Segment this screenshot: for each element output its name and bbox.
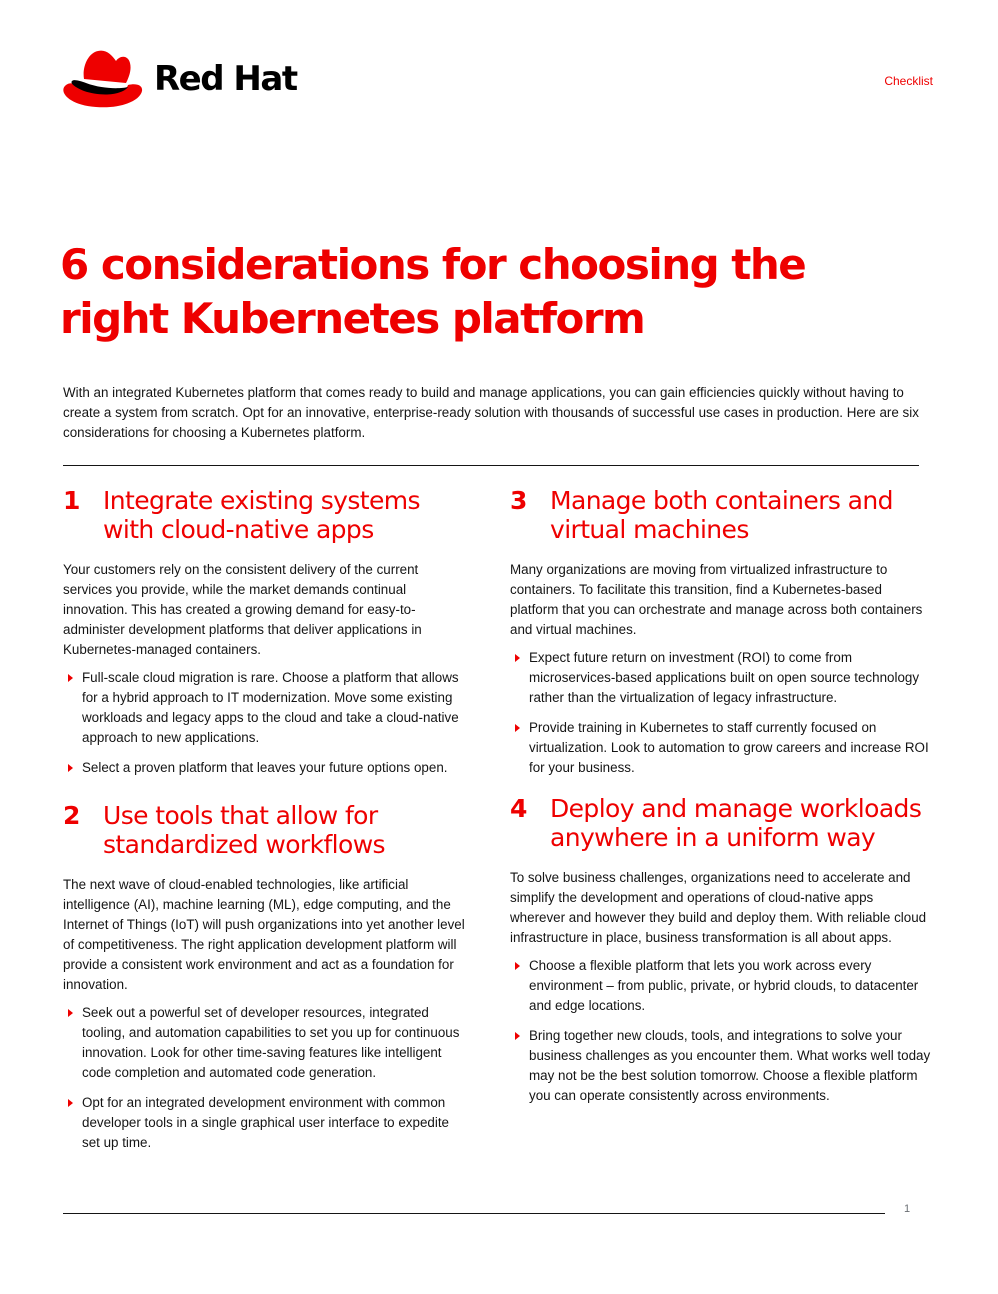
bullet-text: Choose a flexible platform that lets you work across every environment – from public, private, or hybrid clouds, to datacenter and edge locations. bbox=[529, 958, 919, 1013]
bullet-list bbox=[510, 648, 932, 778]
bullet-text: Opt for an integrated development environment with common developer tools in a single graphical user interface to expedite set up time. bbox=[82, 1095, 449, 1150]
bullet-item bbox=[510, 648, 932, 708]
page-number: 1 bbox=[904, 1203, 911, 1215]
page-title: 6 considerations for choosing the right Kubernetes platform bbox=[60, 240, 806, 343]
bullet-item bbox=[510, 718, 932, 778]
section-title: Use tools that allow for standardized workflows bbox=[103, 801, 385, 859]
section-heading bbox=[510, 794, 932, 852]
section-containers-and-vms bbox=[510, 486, 932, 778]
right-column bbox=[510, 486, 932, 1116]
section-title: Manage both containers and virtual machines bbox=[550, 486, 893, 544]
section-standardized-workflows bbox=[63, 801, 465, 1153]
bullet-text: Seek out a powerful set of developer resources, integrated tooling, and automation capabilities to set you up for continuous innovation. Look for other time-saving features like intelligent code completion and automated code generation. bbox=[82, 1005, 460, 1080]
bottom-divider bbox=[63, 1213, 885, 1214]
section-number: 2 bbox=[63, 801, 81, 830]
bullet-arrow-icon bbox=[515, 962, 520, 970]
bullet-item bbox=[510, 1026, 932, 1106]
section-body: The next wave of cloud-enabled technologies, like artificial intelligence (AI), machine learning (ML), edge computing, and the Internet of Things (IoT) will push organizations into yet another level of competitiveness. The right application development platform will provide a consistent work environment and act as a foundation for innovation. bbox=[63, 877, 465, 992]
section-integrate-systems bbox=[63, 486, 465, 778]
bullet-text: Bring together new clouds, tools, and integrations to solve your business challenges as you encounter them. What works well today may not be the best solution tomorrow. Choose a flexible platform you can operate consistently across environments. bbox=[529, 1028, 931, 1103]
red-hat-logo bbox=[62, 49, 297, 109]
left-column bbox=[63, 486, 465, 1163]
bullet-text: Select a proven platform that leaves your future options open. bbox=[82, 760, 448, 775]
section-title: Integrate existing systems with cloud-native apps bbox=[103, 486, 420, 544]
bullet-list bbox=[63, 668, 465, 778]
section-body: Your customers rely on the consistent delivery of the current services you provide, while the market demands continual innovation. This has created a growing demand for easy-to-administer development platforms that deliver applications in Kubernetes-managed containers. bbox=[63, 562, 422, 657]
bullet-text: Provide training in Kubernetes to staff currently focused on virtualization. Look to automation to grow careers and increase ROI for your business. bbox=[529, 720, 929, 775]
bullet-text: Expect future return on investment (ROI) to come from microservices-based applications built on open source technology rather than the virtualization of legacy infrastructure. bbox=[529, 650, 920, 705]
document-type-label: Checklist bbox=[884, 74, 933, 88]
brand-name: Red Hat bbox=[154, 59, 297, 99]
section-number: 3 bbox=[510, 486, 528, 515]
section-number: 4 bbox=[510, 794, 528, 823]
bullet-list bbox=[63, 1003, 465, 1153]
section-number: 1 bbox=[63, 486, 81, 515]
bullet-text: Full-scale cloud migration is rare. Choose a platform that allows for a hybrid approach to IT modernization. Move some existing workloads and legacy apps to the cloud and take a cloud-native approach to new applications. bbox=[82, 670, 459, 745]
top-divider bbox=[63, 465, 919, 466]
bullet-list bbox=[510, 956, 932, 1106]
section-heading bbox=[63, 486, 465, 544]
bullet-arrow-icon bbox=[68, 764, 73, 772]
section-body: Many organizations are moving from virtualized infrastructure to containers. To facilitate this transition, find a Kubernetes-based platform that you can orchestrate and manage across both containers and virtual machines. bbox=[510, 562, 923, 637]
bullet-arrow-icon bbox=[515, 1032, 520, 1040]
bullet-arrow-icon bbox=[68, 674, 73, 682]
bullet-item bbox=[63, 758, 465, 778]
section-body: To solve business challenges, organizations need to accelerate and simplify the development and operations of cloud-native apps wherever and however they build and deploy them. With reliable cloud infrastructure in place, business transformation is all about apps. bbox=[510, 870, 927, 945]
bullet-arrow-icon bbox=[515, 654, 520, 662]
bullet-item bbox=[63, 1093, 465, 1153]
bullet-item bbox=[63, 668, 465, 748]
bullet-arrow-icon bbox=[68, 1009, 73, 1017]
bullet-arrow-icon bbox=[515, 724, 520, 732]
bullet-item bbox=[63, 1003, 465, 1083]
section-heading bbox=[63, 801, 465, 859]
bullet-item bbox=[510, 956, 932, 1016]
section-title: Deploy and manage workloads anywhere in a uniform way bbox=[550, 794, 922, 852]
section-heading bbox=[510, 486, 932, 544]
red-hat-fedora-icon bbox=[62, 49, 144, 109]
intro-paragraph: With an integrated Kubernetes platform that comes ready to build and manage applications, you can gain efficiencies quickly without having to create a system from scratch. Opt for an innovative, enterprise-ready solution with thousands of successful use cases in production. Here are six considerations for choosing a Kubernetes platform. bbox=[63, 385, 919, 440]
section-deploy-anywhere bbox=[510, 794, 932, 1106]
bullet-arrow-icon bbox=[68, 1099, 73, 1107]
